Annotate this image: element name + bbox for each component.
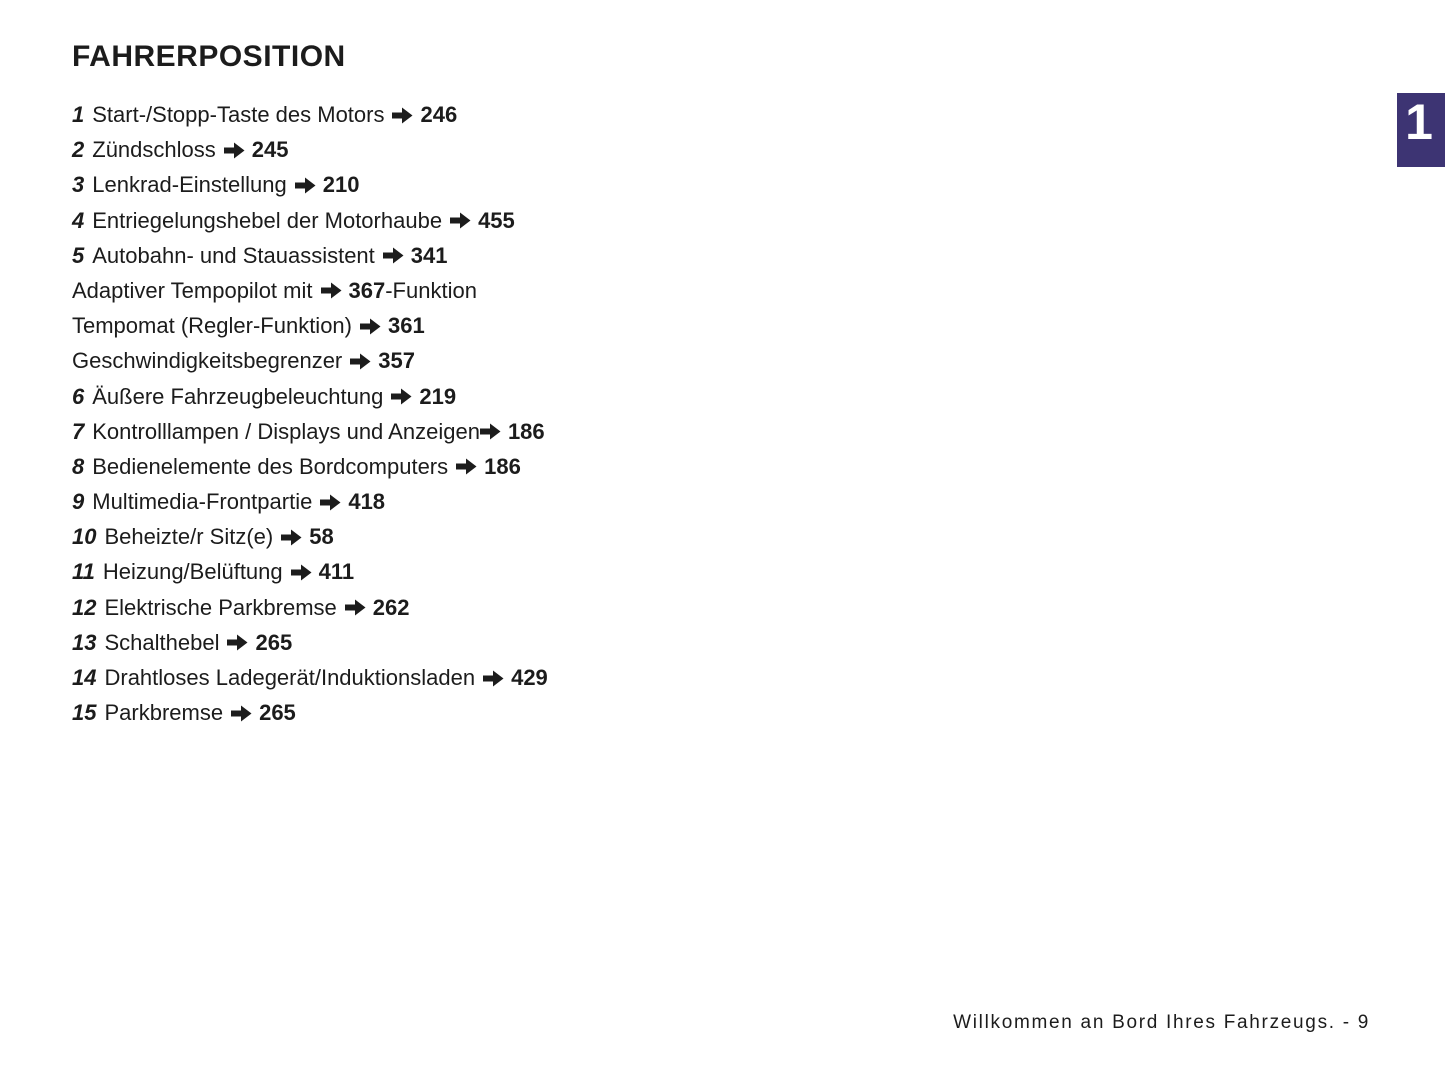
page-number: 429 <box>511 665 548 690</box>
item-number: 14 <box>72 665 97 690</box>
right-arrow-icon <box>321 282 342 299</box>
page-reference <box>450 203 515 238</box>
page-number: 411 <box>318 559 355 585</box>
legend-item <box>72 484 548 519</box>
page-reference <box>295 167 360 202</box>
item-number: 3 <box>72 172 85 198</box>
page-number: 58 <box>309 524 334 550</box>
page-number: 361 <box>387 313 425 339</box>
item-label: Heizung/Belüftung <box>102 559 283 585</box>
item-label: Start-/Stopp-Taste des Motors <box>92 102 385 127</box>
right-arrow-icon <box>450 212 471 229</box>
page-reference <box>345 590 410 625</box>
page-number: 219 <box>419 383 457 409</box>
page-number: 367 <box>348 277 386 303</box>
page-reference <box>227 625 292 660</box>
page-reference <box>483 660 548 695</box>
right-arrow-icon <box>483 670 504 687</box>
legend-item <box>72 414 548 449</box>
page-number: 186 <box>484 453 521 479</box>
legend-item <box>72 343 548 378</box>
page-reference <box>392 97 457 132</box>
legend-item <box>72 308 548 343</box>
page-number: 357 <box>378 348 415 374</box>
page-reference <box>224 132 289 167</box>
right-arrow-icon <box>392 107 413 124</box>
legend-item <box>72 695 548 730</box>
item-number: 7 <box>72 418 85 444</box>
page-number: 246 <box>420 102 458 127</box>
right-arrow-icon <box>345 599 366 616</box>
page-number: 455 <box>478 207 515 233</box>
item-number: 10 <box>72 524 97 550</box>
legend-item <box>72 273 548 308</box>
right-arrow-icon <box>295 177 316 194</box>
right-arrow-icon <box>320 494 341 511</box>
item-label: Zündschloss <box>92 137 216 163</box>
page-number: 265 <box>255 629 293 655</box>
legend-item <box>72 97 548 132</box>
page-number: 210 <box>322 172 360 198</box>
page-number: 245 <box>251 137 289 163</box>
right-arrow-icon <box>291 564 312 581</box>
legend-item <box>72 379 548 414</box>
item-label: Adaptiver Tempopilot mit <box>72 277 313 303</box>
page-number: 265 <box>259 700 296 726</box>
right-arrow-icon <box>383 247 404 264</box>
footer-page-label: Willkommen an Bord Ihres Fahrzeugs. - 9 <box>953 1012 1370 1033</box>
item-label: Entriegelungshebel der Motorhaube <box>92 207 443 233</box>
item-label: Autobahn- und Stauassistent <box>92 242 375 268</box>
page-reference <box>291 554 355 589</box>
right-arrow-icon <box>480 423 501 440</box>
right-arrow-icon <box>231 705 252 722</box>
item-number: 6 <box>72 383 85 409</box>
page-reference <box>281 519 333 554</box>
legend-item <box>72 167 548 202</box>
item-label: Elektrische Parkbremse <box>104 594 337 620</box>
item-label: Schalthebel <box>104 629 220 655</box>
item-label: Lenkrad-Einstellung <box>92 172 287 198</box>
page-reference <box>320 484 385 519</box>
page-reference <box>480 414 545 449</box>
page-title: FAHRERPOSITION <box>72 40 346 73</box>
right-arrow-icon <box>360 318 381 335</box>
page-number: 262 <box>372 594 410 620</box>
page-number: 341 <box>410 242 448 268</box>
item-label: Parkbremse <box>104 700 224 726</box>
item-label: Bedienelemente des Bordcomputers <box>92 453 449 479</box>
item-number: 2 <box>72 137 85 163</box>
item-number: 5 <box>72 242 85 268</box>
legend-item <box>72 590 548 625</box>
item-label: Tempomat (Regler-Funktion) <box>72 313 352 339</box>
item-label: Drahtloses Ladegerät/Induktionsladen <box>104 665 476 690</box>
legend-item <box>72 554 548 589</box>
legend-item <box>72 203 548 238</box>
item-number: 11 <box>72 559 95 585</box>
chapter-number: 1 <box>1405 94 1433 150</box>
right-arrow-icon <box>227 634 248 651</box>
item-number: 13 <box>72 629 97 655</box>
item-label: Multimedia-Frontpartie <box>92 489 313 515</box>
legend-item <box>72 238 548 273</box>
page-reference <box>391 379 456 414</box>
item-number: 1 <box>72 102 85 127</box>
item-suffix: -Funktion <box>385 277 477 303</box>
legend-item <box>72 660 548 695</box>
page-reference <box>231 695 296 730</box>
page-reference <box>383 238 448 273</box>
item-number: 15 <box>72 700 97 726</box>
item-label: Beheizte/r Sitz(e) <box>104 524 274 550</box>
legend-item <box>72 519 548 554</box>
item-number: 12 <box>72 594 97 620</box>
item-label: Kontrolllampen / Displays und Anzeigen <box>92 418 480 444</box>
page-reference <box>456 449 521 484</box>
chapter-tab <box>1397 93 1445 167</box>
right-arrow-icon <box>456 458 477 475</box>
legend-item <box>72 449 548 484</box>
page-reference <box>350 343 415 378</box>
page-number: 418 <box>348 489 386 515</box>
item-label: Geschwindigkeitsbegrenzer <box>72 348 343 374</box>
page-reference <box>360 308 425 343</box>
right-arrow-icon <box>281 529 302 546</box>
right-arrow-icon <box>224 142 245 159</box>
item-label: Äußere Fahrzeugbeleuchtung <box>92 383 384 409</box>
page-number: 186 <box>507 418 545 444</box>
legend-list <box>72 97 548 730</box>
item-number: 4 <box>72 207 85 233</box>
legend-item <box>72 132 548 167</box>
page-reference <box>321 273 386 308</box>
right-arrow-icon <box>350 353 371 370</box>
right-arrow-icon <box>391 388 412 405</box>
item-number: 8 <box>72 453 85 479</box>
item-number: 9 <box>72 489 85 515</box>
legend-item <box>72 625 548 660</box>
